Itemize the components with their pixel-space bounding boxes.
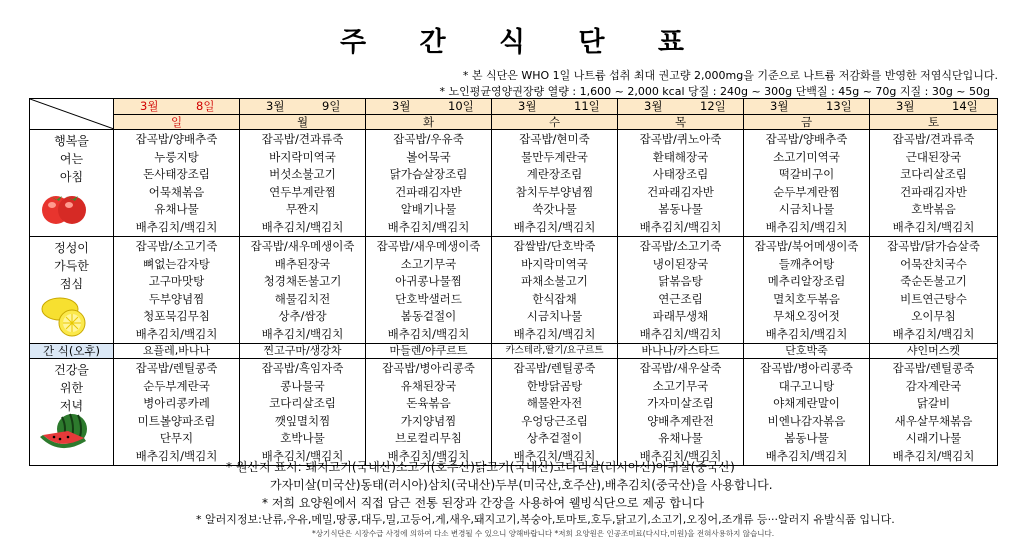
sodium-note: * 본 식단은 WHO 1일 나트륨 섭취 최대 권고량 2,000mg을 기준으로 나트륨 저감화를 반영한 저염식단입니다. — [462, 69, 998, 82]
date: 13일 — [826, 99, 852, 113]
menu-item: 잡곡밥/새우살죽 — [639, 361, 722, 375]
dinner-menu-cell — [366, 359, 492, 466]
menu-item: 배추김치/백김치 — [639, 448, 722, 463]
menu-item: 배추김치/백김치 — [135, 448, 218, 463]
menu-item: 콩나물국 — [280, 378, 325, 393]
menu-item: 배추김치/백김치 — [387, 326, 470, 341]
menu-item: 돈육볶음 — [406, 396, 451, 410]
lunch-menu-cell — [492, 237, 618, 344]
menu-item: 양배추계란전 — [647, 413, 714, 428]
menu-item: 유채나물 — [154, 202, 199, 216]
month: 3월 — [770, 99, 789, 113]
breakfast-menu-cell — [744, 130, 870, 237]
dinner-row — [30, 359, 998, 466]
breakfast-menu-cell — [366, 130, 492, 237]
meal-label: 점심 — [59, 277, 84, 291]
tomato-icon — [40, 188, 88, 228]
menu-item: 잡곡밥/양배추죽 — [135, 132, 218, 146]
menu-item: 계란장조림 — [526, 167, 583, 181]
meal-label: 저녁 — [59, 399, 84, 413]
menu-item: 잡곡밥/견과류죽 — [261, 132, 344, 146]
menu-item: 들깨추어탕 — [778, 256, 835, 271]
menu-item: 떡갈비구이 — [778, 167, 835, 181]
menu-item: 배추김치/백김치 — [513, 219, 596, 234]
menu-item: 뼈없는감자탕 — [143, 256, 210, 271]
menu-item: 누룽지탕 — [154, 149, 199, 164]
menu-item: 비트연근탕수 — [900, 291, 967, 306]
menu-item: 미트볼양파조림 — [137, 413, 216, 428]
menu-item: 배추김치/백김치 — [513, 326, 596, 341]
menu-item: 건파래김자반 — [647, 184, 714, 199]
menu-item: 버섯소불고기 — [269, 167, 336, 181]
dinner-menu-cell — [492, 359, 618, 466]
menu-item: 고구마맛탕 — [148, 274, 205, 288]
breakfast-menu-cell — [492, 130, 618, 237]
menu-item: 상추겉절이 — [526, 431, 583, 445]
menu-item: 어묵잔치국수 — [900, 256, 967, 271]
date: 9일 — [322, 99, 341, 113]
lunch-menu-cell — [744, 237, 870, 344]
menu-item: 참치두부양념찜 — [515, 184, 594, 199]
menu-item: 소고기무국 — [400, 256, 457, 271]
menu-item: 코다리살조림 — [900, 167, 967, 181]
snack-item: 찐고구마/생강차 — [240, 344, 366, 359]
snack-item: 카스테라,딸기/요구르트 — [492, 344, 618, 359]
lunch-row — [30, 237, 998, 344]
month: 3월 — [896, 99, 915, 113]
menu-item: 시금치나물 — [778, 202, 835, 216]
menu-item: 잡곡밥/렌틸콩죽 — [892, 361, 975, 375]
menu-item: 청포묵김무침 — [143, 309, 210, 323]
snack-item: 요플레,바나나 — [114, 344, 240, 359]
menu-item: 오이무침 — [911, 309, 956, 323]
lunch-menu-cell — [870, 237, 998, 344]
date-cell — [114, 99, 240, 115]
menu-item: 멸치호두볶음 — [773, 291, 840, 306]
menu-item: 잡곡밥/병아리콩죽 — [382, 361, 475, 375]
menu-item: 배추김치/백김치 — [513, 448, 596, 463]
breakfast-menu-cell — [870, 130, 998, 237]
menu-item: 소고기미역국 — [773, 149, 840, 164]
weekly-menu-table — [29, 98, 998, 466]
month: 3월 — [392, 99, 411, 113]
meal-label: 건강을 — [54, 363, 89, 377]
menu-item: 배추김치/백김치 — [387, 448, 470, 463]
lunch-label-cell — [30, 237, 114, 344]
menu-item: 볼어묵국 — [406, 149, 451, 164]
dinner-menu-cell — [870, 359, 998, 466]
menu-item: 연두부계란찜 — [269, 184, 336, 199]
menu-item: 어묵채볶음 — [148, 184, 205, 199]
menu-item: 깻잎멸치찜 — [274, 413, 331, 428]
snack-item: 마들렌/야쿠르트 — [366, 344, 492, 359]
menu-item: 잡곡밥/양배추죽 — [765, 132, 848, 146]
menu-item: 봄동겉절이 — [400, 309, 457, 323]
weekday-cell: 월 — [240, 115, 366, 130]
menu-item: 잡곡밥/소고기죽 — [135, 239, 218, 253]
menu-item: 배추김치/백김치 — [639, 219, 722, 234]
menu-item: 한식잡채 — [532, 291, 577, 306]
menu-item: 대구고니탕 — [778, 378, 835, 393]
menu-item: 닭볶음탕 — [658, 274, 703, 288]
menu-item: 잡곡밥/북어메생이죽 — [754, 239, 859, 253]
nutrition-note: * 노인평균영양권장량 열량 : 1,600 ~ 2,000 kcal 당질 : 240g ~ 300g 단백질 : 45g ~ 70g 지질 : 30g ~ 50g — [439, 85, 990, 98]
snack-item: 바나나/카스타드 — [618, 344, 744, 359]
menu-item: 브로컬리무침 — [395, 431, 462, 445]
menu-item: 파래무생채 — [652, 309, 709, 323]
snack-row — [30, 344, 998, 359]
menu-item: 청경채돈불고기 — [263, 274, 342, 288]
menu-item: 잡곡밥/우유죽 — [393, 132, 464, 146]
menu-item: 배추김치/백김치 — [387, 219, 470, 234]
date-cell — [240, 99, 366, 115]
origin-note: * 원산지 표시: 돼지고기(국내산)소고기(호주산)닭고기(국내산)코다리살(러시아산)아귀살(중국산) — [226, 460, 735, 474]
menu-item: 유채나물 — [658, 431, 703, 445]
menu-item: 알배기나물 — [400, 202, 457, 216]
menu-item: 무짠지 — [285, 202, 320, 216]
dinner-menu-cell — [114, 359, 240, 466]
sauce-note: * 저희 요양원에서 직접 담근 전통 된장과 간장을 사용하여 웰빙식단으로 제공 합니다 — [262, 496, 705, 510]
menu-item: 잡곡밥/새우메생이죽 — [250, 239, 355, 253]
weekday-cell: 토 — [870, 115, 998, 130]
menu-item: 시금치나물 — [526, 309, 583, 323]
menu-item: 잡곡밥/견과류죽 — [892, 132, 975, 146]
breakfast-menu-cell — [240, 130, 366, 237]
menu-item: 배추김치/백김치 — [135, 219, 218, 234]
weekday-row — [30, 115, 998, 130]
corner-cell — [30, 99, 114, 130]
dinner-menu-cell — [240, 359, 366, 466]
menu-item: 해물김치전 — [274, 291, 331, 306]
menu-item: 잡곡밥/렌틸콩죽 — [135, 361, 218, 375]
dinner-menu-cell — [618, 359, 744, 466]
month: 3월 — [518, 99, 537, 113]
menu-item: 코다리살조림 — [269, 396, 336, 410]
menu-item: 잡곡밥/렌틸콩죽 — [513, 361, 596, 375]
menu-item: 죽순돈불고기 — [900, 274, 967, 288]
menu-item: 순두부계란국 — [143, 378, 210, 393]
menu-item: 환태해장국 — [652, 149, 709, 164]
breakfast-row — [30, 130, 998, 237]
menu-item: 해물완자전 — [526, 396, 583, 410]
disclaimer-note: *상기식단은 시장수급 사정에 의하여 다소 변경될 수 있으니 양해바랍니다 *저희 요양원은 인공조미료(다시다,미원)을 전혀사용하지 않습니다. — [312, 529, 775, 538]
dinner-menu-cell — [744, 359, 870, 466]
menu-item: 냉이된장국 — [652, 256, 709, 271]
weekday-cell: 수 — [492, 115, 618, 130]
menu-item: 순두부계란찜 — [773, 184, 840, 199]
breakfast-label-cell — [30, 130, 114, 237]
menu-item: 잡곡밥/흑임자죽 — [261, 361, 344, 375]
menu-item: 배추김치/백김치 — [765, 219, 848, 234]
menu-item: 배추김치/백김치 — [765, 326, 848, 341]
breakfast-menu-cell — [618, 130, 744, 237]
menu-item: 메추리알장조림 — [767, 274, 846, 288]
menu-item: 잡곡밥/현미죽 — [519, 132, 590, 146]
lunch-menu-cell — [114, 237, 240, 344]
menu-item: 야채계란말이 — [773, 396, 840, 410]
weekday-cell: 목 — [618, 115, 744, 130]
menu-item: 건파래김자반 — [395, 184, 462, 199]
menu-item: 우엉당근조림 — [521, 413, 588, 428]
menu-item: 아귀콩나물찜 — [395, 274, 462, 288]
menu-item: 바지락미역국 — [521, 256, 588, 271]
menu-item: 상추/쌈장 — [278, 309, 327, 323]
menu-item: 잡곡밥/닭가슴살죽 — [887, 239, 980, 253]
snack-item: 샤인머스켓 — [870, 344, 998, 359]
menu-item: 비엔나감자볶음 — [767, 413, 846, 428]
menu-item: 배추김치/백김치 — [892, 448, 975, 463]
menu-item: 봄동나물 — [784, 431, 829, 445]
menu-item: 배추김치/백김치 — [892, 219, 975, 234]
menu-item: 잡곡밥/소고기죽 — [639, 239, 722, 253]
menu-item: 건파래김자반 — [900, 184, 967, 199]
menu-item: 병아리콩카레 — [143, 396, 210, 410]
diagonal-line — [30, 99, 114, 129]
menu-item: 돈사태장조림 — [143, 167, 210, 181]
menu-item: 파채소불고기 — [521, 274, 588, 288]
snack-label: 간 식(오후) — [30, 344, 114, 359]
menu-item: 배추김치/백김치 — [892, 326, 975, 341]
meal-label: 가득한 — [54, 259, 89, 273]
menu-item: 쑥갓나물 — [532, 202, 577, 216]
menu-item: 배추김치/백김치 — [261, 448, 344, 463]
weekday-cell: 화 — [366, 115, 492, 130]
date-row — [30, 99, 998, 115]
lunch-menu-cell — [240, 237, 366, 344]
watermelon-icon — [38, 411, 94, 457]
snack-item: 단호박죽 — [744, 344, 870, 359]
menu-item: 연근조림 — [658, 291, 703, 306]
menu-item: 가자미살조림 — [647, 396, 714, 410]
date: 14일 — [952, 99, 978, 113]
menu-item: 무채오징어젓 — [773, 309, 840, 323]
month: 3월 — [140, 99, 159, 113]
menu-item: 배추김치/백김치 — [765, 448, 848, 463]
menu-item: 소고기무국 — [652, 378, 709, 393]
menu-item: 잡곡밥/퀴노아죽 — [639, 132, 722, 146]
menu-item: 배추된장국 — [274, 256, 331, 271]
date: 12일 — [700, 99, 726, 113]
menu-item: 시래기나물 — [905, 431, 962, 445]
menu-item: 근대된장국 — [905, 149, 962, 164]
menu-item: 사태장조림 — [652, 167, 709, 181]
weekday-cell: 금 — [744, 115, 870, 130]
menu-item: 호박볶음 — [911, 202, 956, 216]
meal-label: 아침 — [59, 170, 84, 184]
date-cell — [366, 99, 492, 115]
menu-item: 가지양념찜 — [400, 413, 457, 428]
menu-item: 물만두계란국 — [521, 149, 588, 164]
menu-item: 배추김치/백김치 — [261, 326, 344, 341]
month: 3월 — [266, 99, 285, 113]
menu-item: 단호박샐러드 — [395, 291, 462, 306]
meal-label: 여는 — [59, 152, 84, 166]
menu-item: 배추김치/백김치 — [261, 219, 344, 234]
menu-item: 닭갈비 — [916, 396, 951, 410]
lunch-menu-cell — [618, 237, 744, 344]
menu-item: 잡곡밥/새우메생이죽 — [376, 239, 481, 253]
date-cell — [492, 99, 618, 115]
page-title: 주 간 식 단 표 — [339, 27, 706, 58]
menu-item: 두부양념찜 — [148, 291, 205, 306]
meal-label: 정성이 — [54, 241, 89, 255]
date: 10일 — [448, 99, 474, 113]
menu-item: 한방닭곰탕 — [526, 378, 583, 393]
date-cell — [870, 99, 998, 115]
menu-item: 감자계란국 — [905, 378, 962, 393]
lemon-icon — [38, 295, 90, 339]
date: 8일 — [196, 99, 215, 113]
menu-item: 배추김치/백김치 — [135, 326, 218, 341]
menu-item: 봄동나물 — [658, 202, 703, 216]
menu-item: 닭가슴살장조림 — [389, 167, 468, 181]
month: 3월 — [644, 99, 663, 113]
weekday-cell: 일 — [114, 115, 240, 130]
menu-item: 배추김치/백김치 — [639, 326, 722, 341]
menu-item: 단무지 — [159, 431, 194, 445]
menu-item: 유채된장국 — [400, 378, 457, 393]
menu-item: 잡곡밥/병아리콩죽 — [760, 361, 853, 375]
date: 11일 — [574, 99, 600, 113]
breakfast-menu-cell — [114, 130, 240, 237]
date-cell — [744, 99, 870, 115]
allergy-note: * 알러지정보:난류,우유,메밀,땅콩,대두,밀,고등어,게,새우,돼지고기,복숭아,토마토,호두,닭고기,소고기,오징어,조개류 등···알러지 유발식품 입니다. — [196, 513, 895, 526]
meal-label: 행복을 — [54, 134, 89, 148]
date-cell — [618, 99, 744, 115]
menu-item: 바지락미역국 — [269, 149, 336, 164]
meal-label: 위한 — [59, 381, 84, 395]
dinner-label-cell — [30, 359, 114, 466]
lunch-menu-cell — [366, 237, 492, 344]
origin-note-cont: 가자미살(미국산)동태(러시아)삼치(국내산)두부(미국산,호주산),배추김치(중국산)을 사용합니다. — [270, 478, 773, 492]
menu-item: 호박나물 — [280, 431, 325, 445]
menu-item: 잡쌀밥/단호박죽 — [513, 239, 596, 253]
menu-item: 새우살무채볶음 — [894, 413, 973, 428]
